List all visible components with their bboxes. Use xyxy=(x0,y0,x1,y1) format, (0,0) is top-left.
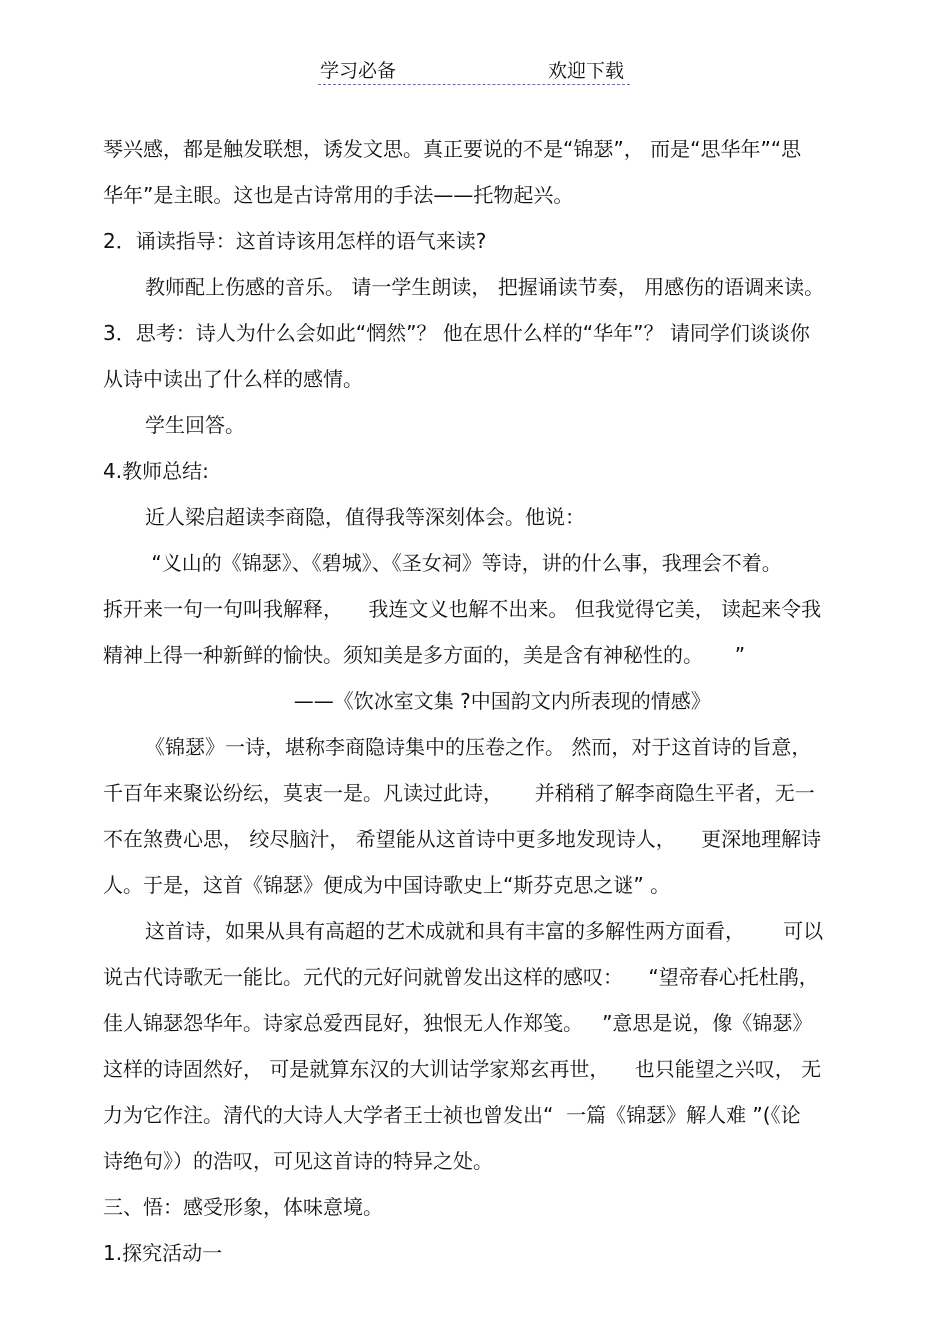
paragraph-line: 佳人锦瑟怨华年。诗家总爱西昆好，独恨无人作郑笺。 ”意思是说，像《锦瑟》 xyxy=(103,1011,813,1035)
paragraph-line: 不在煞费心思， 绞尽脑汁， 希望能从这首诗中更多地发现诗人， 更深地理解诗 xyxy=(103,827,822,851)
paragraph-line: 力为它作注。清代的大诗人大学者王士祯也曾发出“ 一篇《锦瑟》解人难 ”(《论 xyxy=(103,1103,801,1127)
section-heading: 2．诵读指导：这首诗该用怎样的语气来读? xyxy=(103,229,487,253)
paragraph-line: 人。于是，这首《锦瑟》便成为中国诗歌史上“斯芬克思之谜” 。 xyxy=(103,873,671,897)
paragraph-line: 从诗中读出了什么样的感情。 xyxy=(103,367,363,391)
paragraph-line: 这首诗，如果从具有高超的艺术成就和具有丰富的多解性两方面看， 可以 xyxy=(145,919,824,943)
document-body xyxy=(103,126,863,1276)
paragraph-line: 近人梁启超读李商隐，值得我等深刻体会。他说： xyxy=(145,505,585,529)
header-right-text: 欢迎下载 xyxy=(547,60,624,82)
paragraph-line: 华年”是主眼。这也是古诗常用的手法——托物起兴。 xyxy=(103,183,574,207)
paragraph-line: 说古代诗歌无一能比。元代的元好问就曾发出这样的感叹： “望帝春心托杜鹃， xyxy=(103,965,819,989)
section-heading: 三、悟：感受形象，体味意境。 xyxy=(103,1195,383,1219)
section-heading: 3．思考：诗人为什么会如此“惘然”？ 他在思什么样的“华年”？ 请同学们谈谈你 xyxy=(103,321,810,345)
quote-line: 精神上得一种新鲜的愉快。须知美是多方面的，美是含有神秘性的。 ” xyxy=(103,643,746,667)
quote-source: ——《饮冰室文集 ?中国韵文内所表现的情感》 xyxy=(103,689,711,713)
quote-line: 拆开来一句一句叫我解释， 我连文义也解不出来。 但我觉得它美， 读起来令我 xyxy=(103,597,822,621)
header-left-text: 学习必备 xyxy=(320,60,397,82)
paragraph-line: 教师配上伤感的音乐。 请一学生朗读， 把握诵读节奏， 用感伤的语调来读。 xyxy=(145,275,825,299)
paragraph-line: 诗绝句》）的浩叹，可见这首诗的特异之处。 xyxy=(103,1149,493,1173)
section-heading: 1.探究活动一 xyxy=(103,1241,223,1265)
page-header xyxy=(318,56,630,85)
paragraph-line: 《锦瑟》一诗，堪称李商隐诗集中的压卷之作。 然而，对于这首诗的旨意， xyxy=(145,735,812,759)
quote-line: “义山的《锦瑟》、《碧城》、《圣女祠》等诗，讲的什么事，我理会不着。 xyxy=(145,551,782,575)
section-heading: 4.教师总结: xyxy=(103,459,209,483)
paragraph-line: 这样的诗固然好， 可是就算东汉的大训诂学家郑玄再世， 也只能望之兴叹， 无 xyxy=(103,1057,822,1081)
paragraph-line: 琴兴感，都是触发联想，诱发文思。真正要说的不是“锦瑟”， 而是“思华年”“思 xyxy=(103,137,802,161)
paragraph-line: 千百年来聚讼纷纭，莫衷一是。凡读过此诗， 并稍稍了解李商隐生平者，无一 xyxy=(103,781,815,805)
paragraph-line: 学生回答。 xyxy=(145,413,245,437)
